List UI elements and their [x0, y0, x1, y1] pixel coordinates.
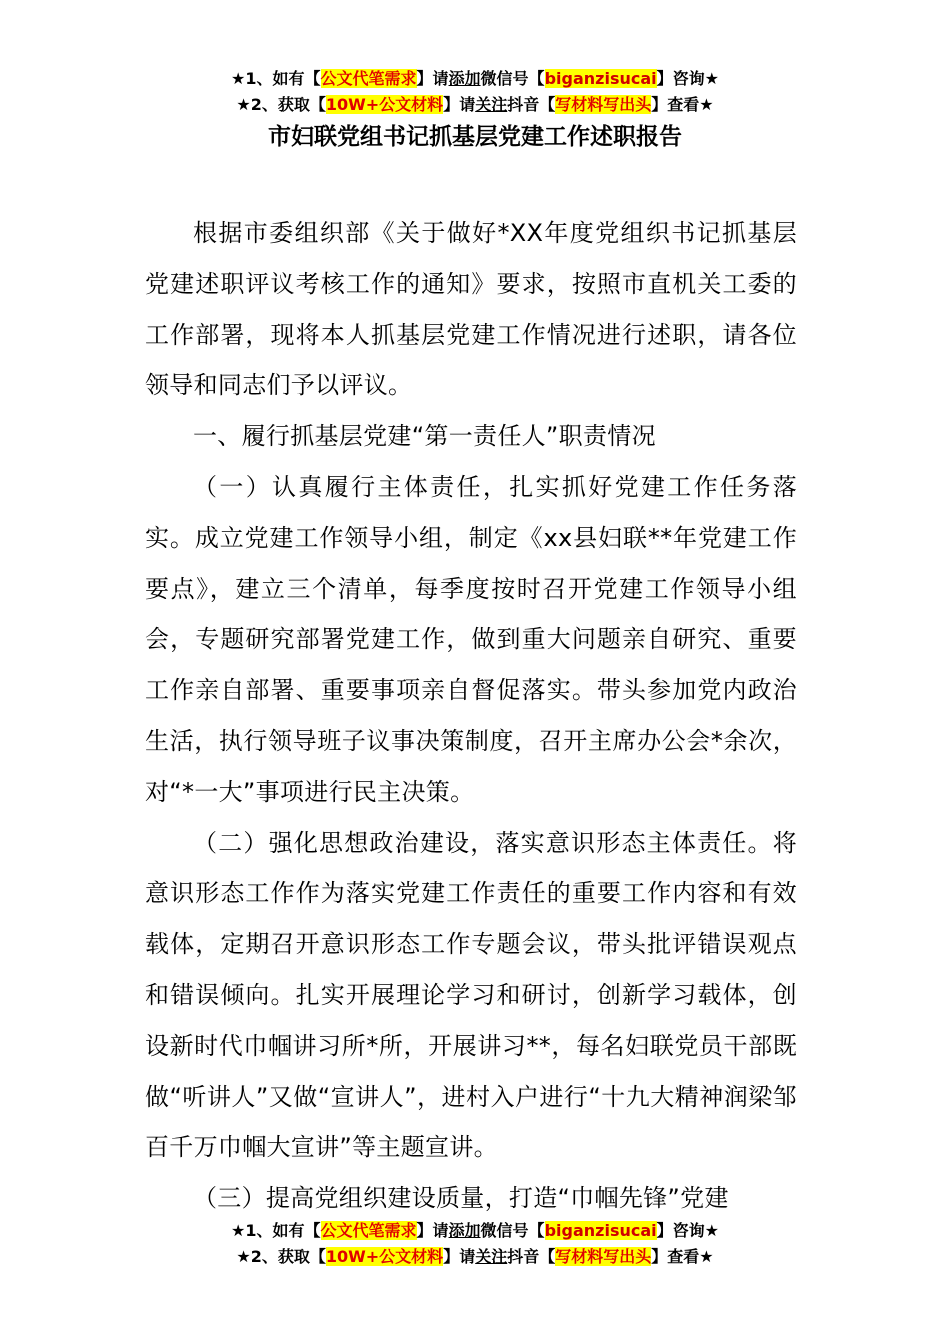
section-heading-1: 一、履行抓基层党建“第一责任人”职责情况 — [193, 422, 656, 451]
highlight-douyin-account: 写材料写出头 — [555, 1247, 652, 1266]
paragraph-subsection-2: （二）强化思想政治建设，落实意识形态主体责任。将意识形态工作作为落实党建工作责任的重要工作内容和有效载体，定期召开意识形态工作专题会议，带头批评错误观点和错误倾向。扎实开展理论学习和研讨，创新学习载体，创设新时代巾帼讲习所*所，开展讲习**，每名妇联党员干部既做“听讲人”又做“宣讲人”，进村入户进行“十九大精神润梁邹 百千万巾帼大宣讲”等主题宣讲。 — [145, 828, 797, 1162]
highlight-service: 公文代笔需求 — [320, 1221, 417, 1240]
document-title: 市妇联党组书记抓基层党建工作述职报告 — [268, 124, 682, 150]
highlight-service: 公文代笔需求 — [320, 69, 417, 88]
highlight-wechat-id: biganzisucai — [544, 69, 657, 88]
notice-line-1: ★1、如有【公文代笔需求】请添加微信号【biganzisucai】咨询★ — [231, 69, 719, 88]
notice-line-2: ★2、获取【10W+公文材料】请关注抖音【写材料写出头】查看★ — [236, 1247, 714, 1266]
notice-line-1: ★1、如有【公文代笔需求】请添加微信号【biganzisucai】咨询★ — [231, 1221, 719, 1240]
highlight-wechat-id: biganzisucai — [544, 1221, 657, 1240]
highlight-materials: 10W+公文材料 — [325, 1247, 444, 1266]
paragraph-intro: 根据市委组织部《关于做好*XX年度党组织书记抓基层党建述职评议考核工作的通知》要求，按照市直机关工委的工作部署，现将本人抓基层党建工作情况进行述职，请各位领导和同志们予以评议。 — [145, 219, 797, 400]
highlight-materials: 10W+公文材料 — [325, 95, 444, 114]
header-notice-banner — [0, 66, 950, 118]
paragraph-subsection-3: （三）提高党组织建设质量，打造“巾帼先锋”党建 — [193, 1184, 729, 1213]
footer-notice-banner — [0, 1218, 950, 1270]
paragraph-subsection-1: （一）认真履行主体责任，扎实抓好党建工作任务落实。成立党建工作领导小组，制定《xx县妇联**年党建工作要点》，建立三个清单，每季度按时召开党建工作领导小组会，专题研究部署党建工作，做到重大问题亲自研究、重要工作亲自部署、重要事项亲自督促落实。带头参加党内政治生活，执行领导班子议事决策制度，召开主席办公会*余次，对“*一大”事项进行民主决策。 — [145, 472, 797, 806]
notice-line-2: ★2、获取【10W+公文材料】请关注抖音【写材料写出头】查看★ — [236, 95, 714, 114]
document-body — [145, 208, 797, 1224]
highlight-douyin-account: 写材料写出头 — [555, 95, 652, 114]
